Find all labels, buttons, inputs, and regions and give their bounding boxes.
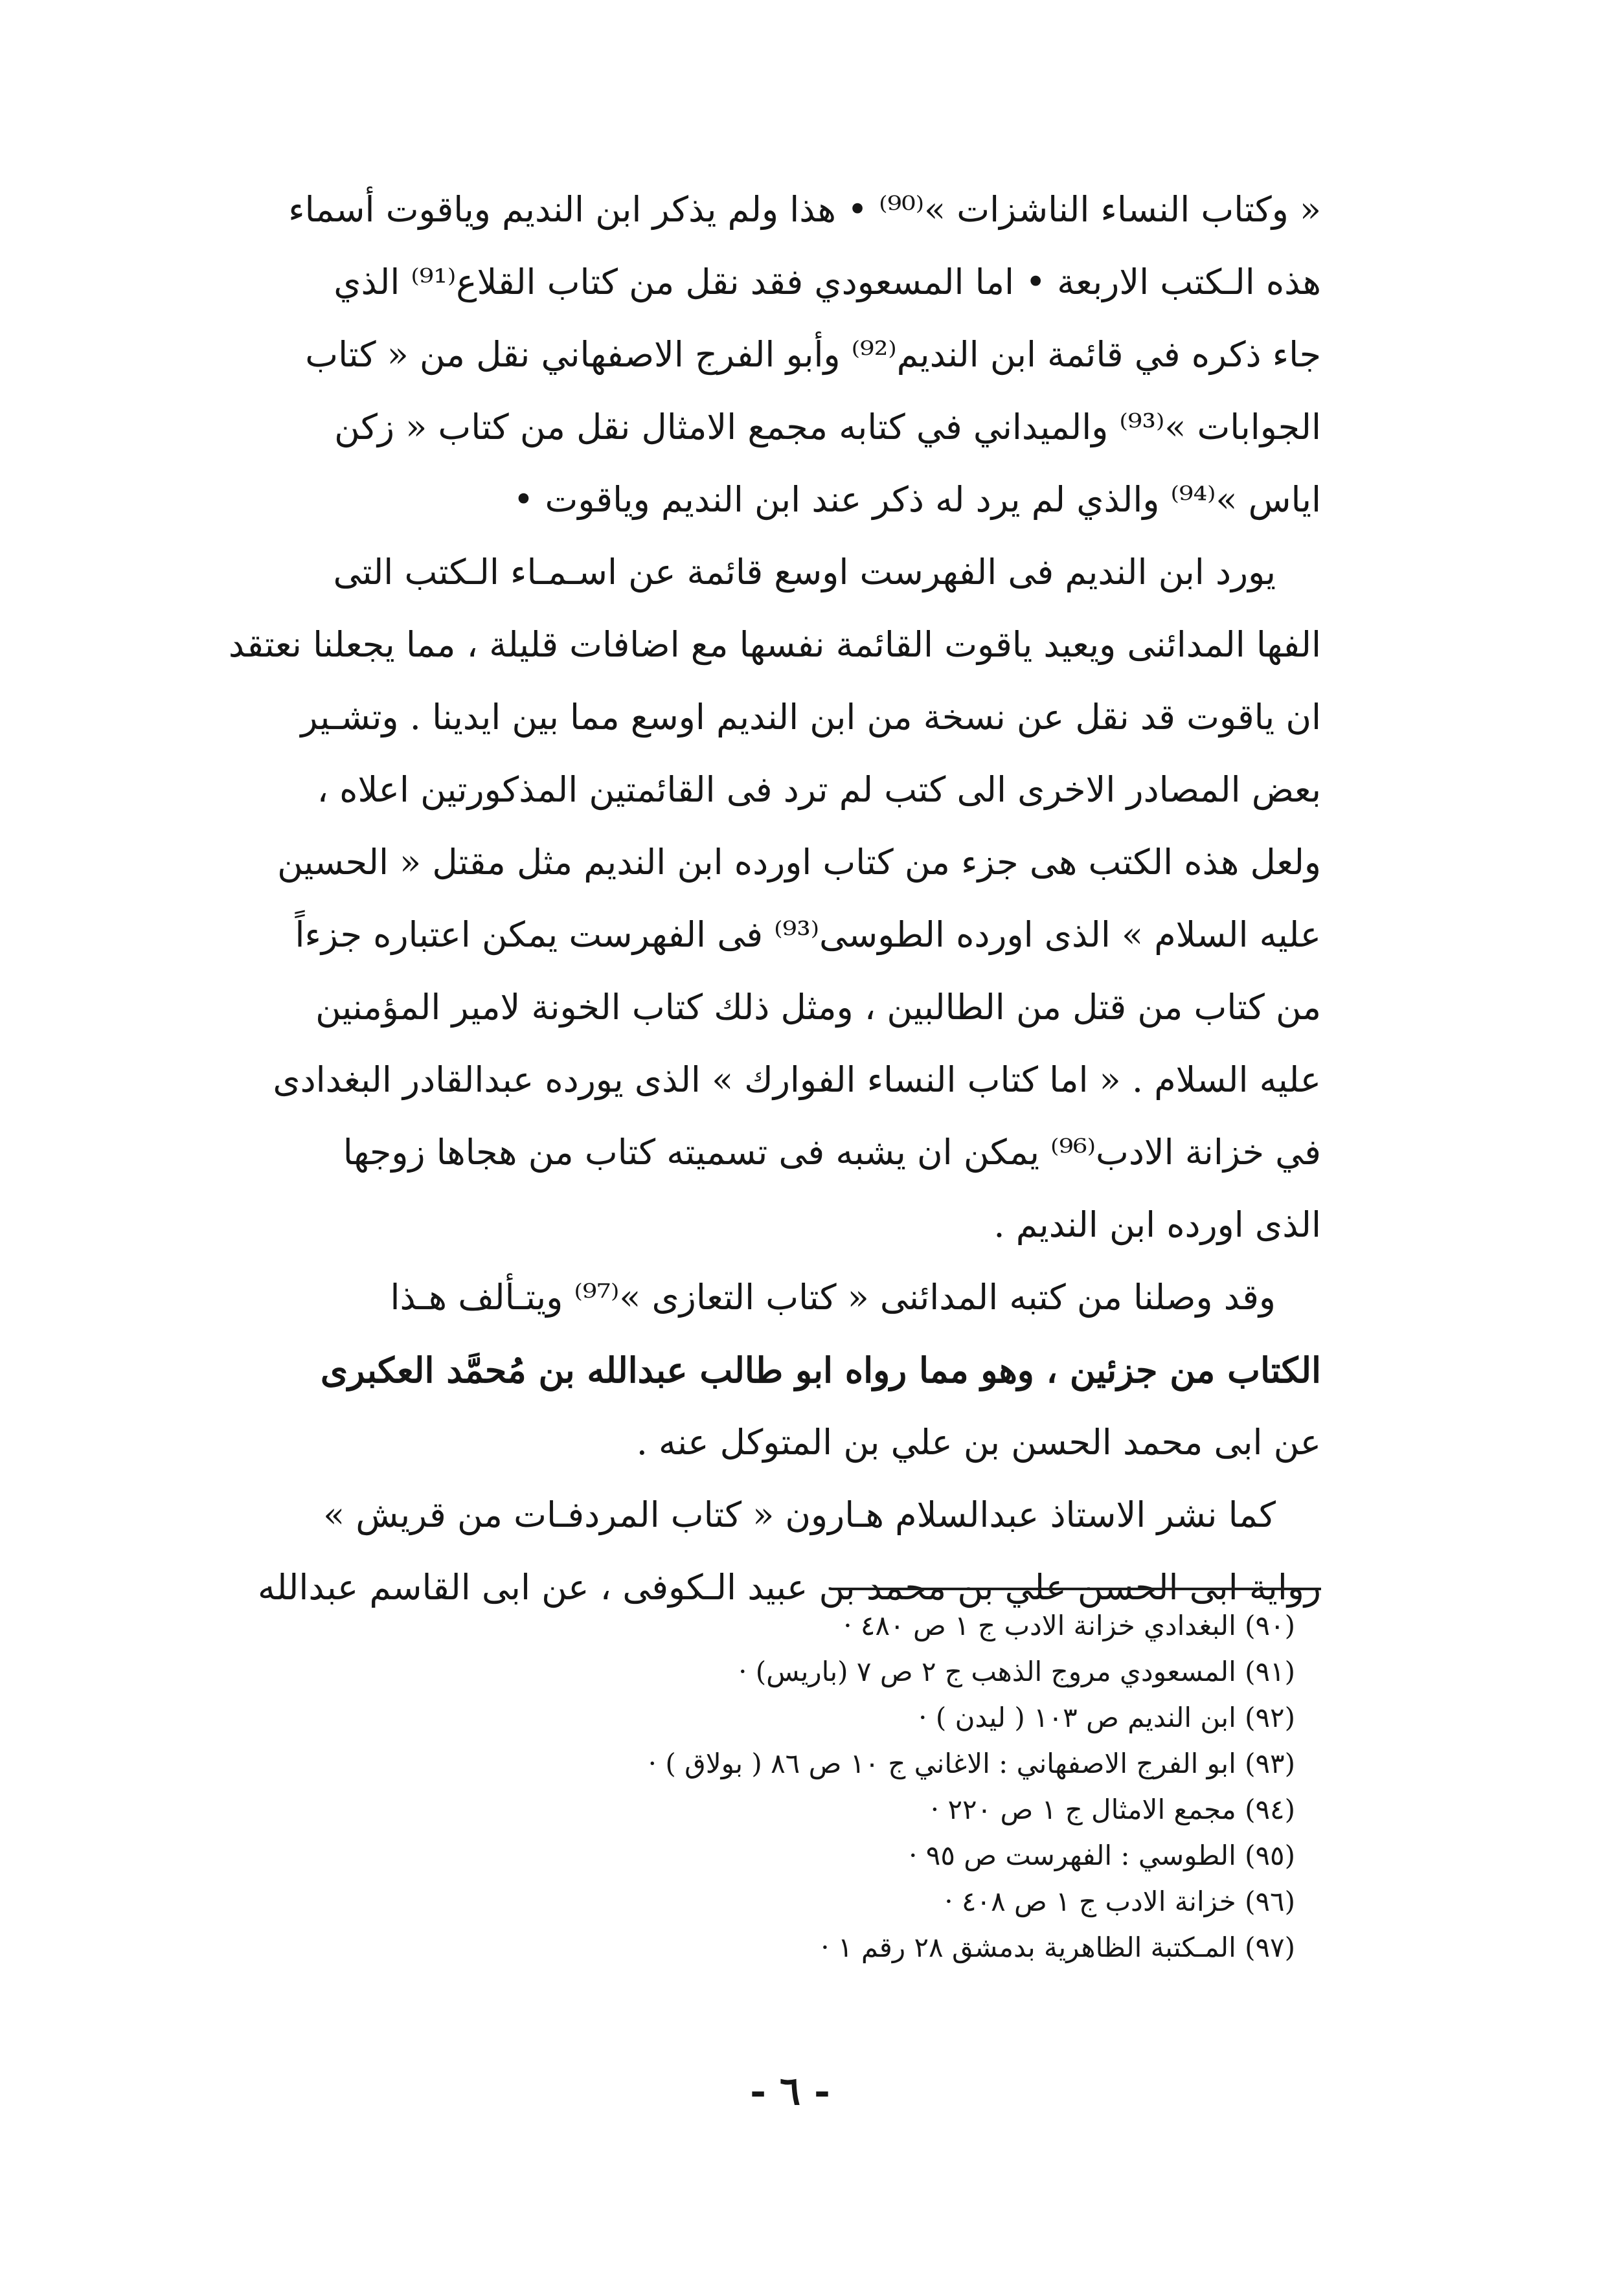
text-line: يورد ابن النديم فى الفهرست اوسع قائمة عن اسـمـاء الـكتب التى	[333, 552, 1276, 592]
text-line: الكتاب من جزئين ، وهو مما رواه ابو طالب عبدالله بن مُحمَّد العكبرى	[320, 1349, 1321, 1391]
footnote: (٩٧) المـكتبة الظاهرية بدمشق ٢٨ رقم ١ ·	[821, 1931, 1295, 1963]
text-line: ولعل هذه الكتب هى جزء من كتاب اورده ابن النديم مثل مقتل « الحسين	[277, 842, 1321, 883]
text-line: اياس »⁽⁹⁴⁾ والذي لم يرد له ذكر عند ابن النديم وياقوت •	[513, 479, 1321, 520]
footnote: (٩٤) مجمع الامثال ج ١ ص ٢٢٠ ·	[930, 1794, 1295, 1825]
text-line: الجوابات »⁽⁹³⁾ والميداني في كتابه مجمع الامثال نقل من كتاب « زكن	[334, 407, 1321, 447]
text-line: عن ابى محمد الحسن بن علي بن المتوكل عنه .	[636, 1422, 1321, 1463]
text-line: في خزانة الادب⁽⁹⁶⁾ يمكن ان يشبه فى تسميته كتاب من هجاها زوجها	[343, 1132, 1321, 1173]
text-line: الذى اورده ابن النديم .	[993, 1204, 1321, 1245]
footnote-separator	[830, 1588, 1321, 1590]
text-line: هذه الـكتب الاربعة • اما المسعودي فقد نقل من كتاب القلاع⁽⁹¹⁾ الذي	[334, 262, 1321, 302]
text-line: عليه السلام » الذى اورده الطوسى⁽⁹³⁾ فى الفهرست يمكن اعتباره جزءاً	[295, 914, 1321, 955]
footnote: (٩١) المسعودي مروج الذهب ج ٢ ص ٧ (باريس) ·	[738, 1656, 1295, 1687]
text-line: جاء ذكره في قائمة ابن النديم⁽⁹²⁾ وأبو الفرج الاصفهاني نقل من « كتاب	[305, 334, 1321, 375]
footnote: (٩٦) خزانة الادب ج ١ ص ٤٠٨ ·	[944, 1885, 1295, 1917]
text-line: كما نشر الاستاذ عبدالسلام هـارون « كتاب المردفـات من قريش »	[323, 1494, 1276, 1535]
text-line: ان ياقوت قد نقل عن نسخة من ابن النديم اوسع مما بين ايدينا . وتشـير	[300, 697, 1321, 737]
footnote: (٩٠) البغدادي خزانة الادب ج ١ ص ٤٨٠ ·	[843, 1610, 1295, 1641]
page-number: - ٦ -	[750, 2069, 830, 2114]
footnote: (٩٣) ابو الفرج الاصفهاني : الاغاني ج ١٠ ص ٨٦ ( بولاق ) ·	[648, 1748, 1295, 1779]
footnotes	[285, 1603, 1295, 1970]
text-line: عليه السلام . « اما كتاب النساء الفوارك » الذى يورده عبدالقادر البغدادى	[273, 1059, 1321, 1100]
main-text	[230, 174, 1321, 1624]
text-line: بعض المصادر الاخرى الى كتب لم ترد فى القائمتين المذكورتين اعلاه ،	[317, 769, 1321, 810]
text-line: من كتاب من قتل من الطالبين ، ومثل ذلك كتاب الخونة لامير المؤمنين	[315, 987, 1321, 1028]
text-line: الفها المدائنى ويعيد ياقوت القائمة نفسها مع اضافات قليلة ، مما يجعلنا نعتقد	[228, 624, 1321, 665]
text-line: « وكتاب النساء الناشزات »⁽⁹⁰⁾ • هذا ولم يذكر ابن النديم وياقوت أسماء	[288, 189, 1321, 230]
footnote: (٩٢) ابن النديم ص ١٠٣ ( ليدن ) ·	[918, 1702, 1295, 1733]
text-line: وقد وصلنا من كتبه المدائنى « كتاب التعازى »⁽⁹⁷⁾ ويتـألف هـذا	[390, 1277, 1276, 1318]
footnote: (٩٥) الطوسي : الفهرست ص ٩٥ ·	[909, 1840, 1295, 1871]
text-line: رواية ابى الحسن علي بن محمد بن عبيد الـكوفى ، عن ابى القاسم عبدالله	[258, 1567, 1321, 1608]
